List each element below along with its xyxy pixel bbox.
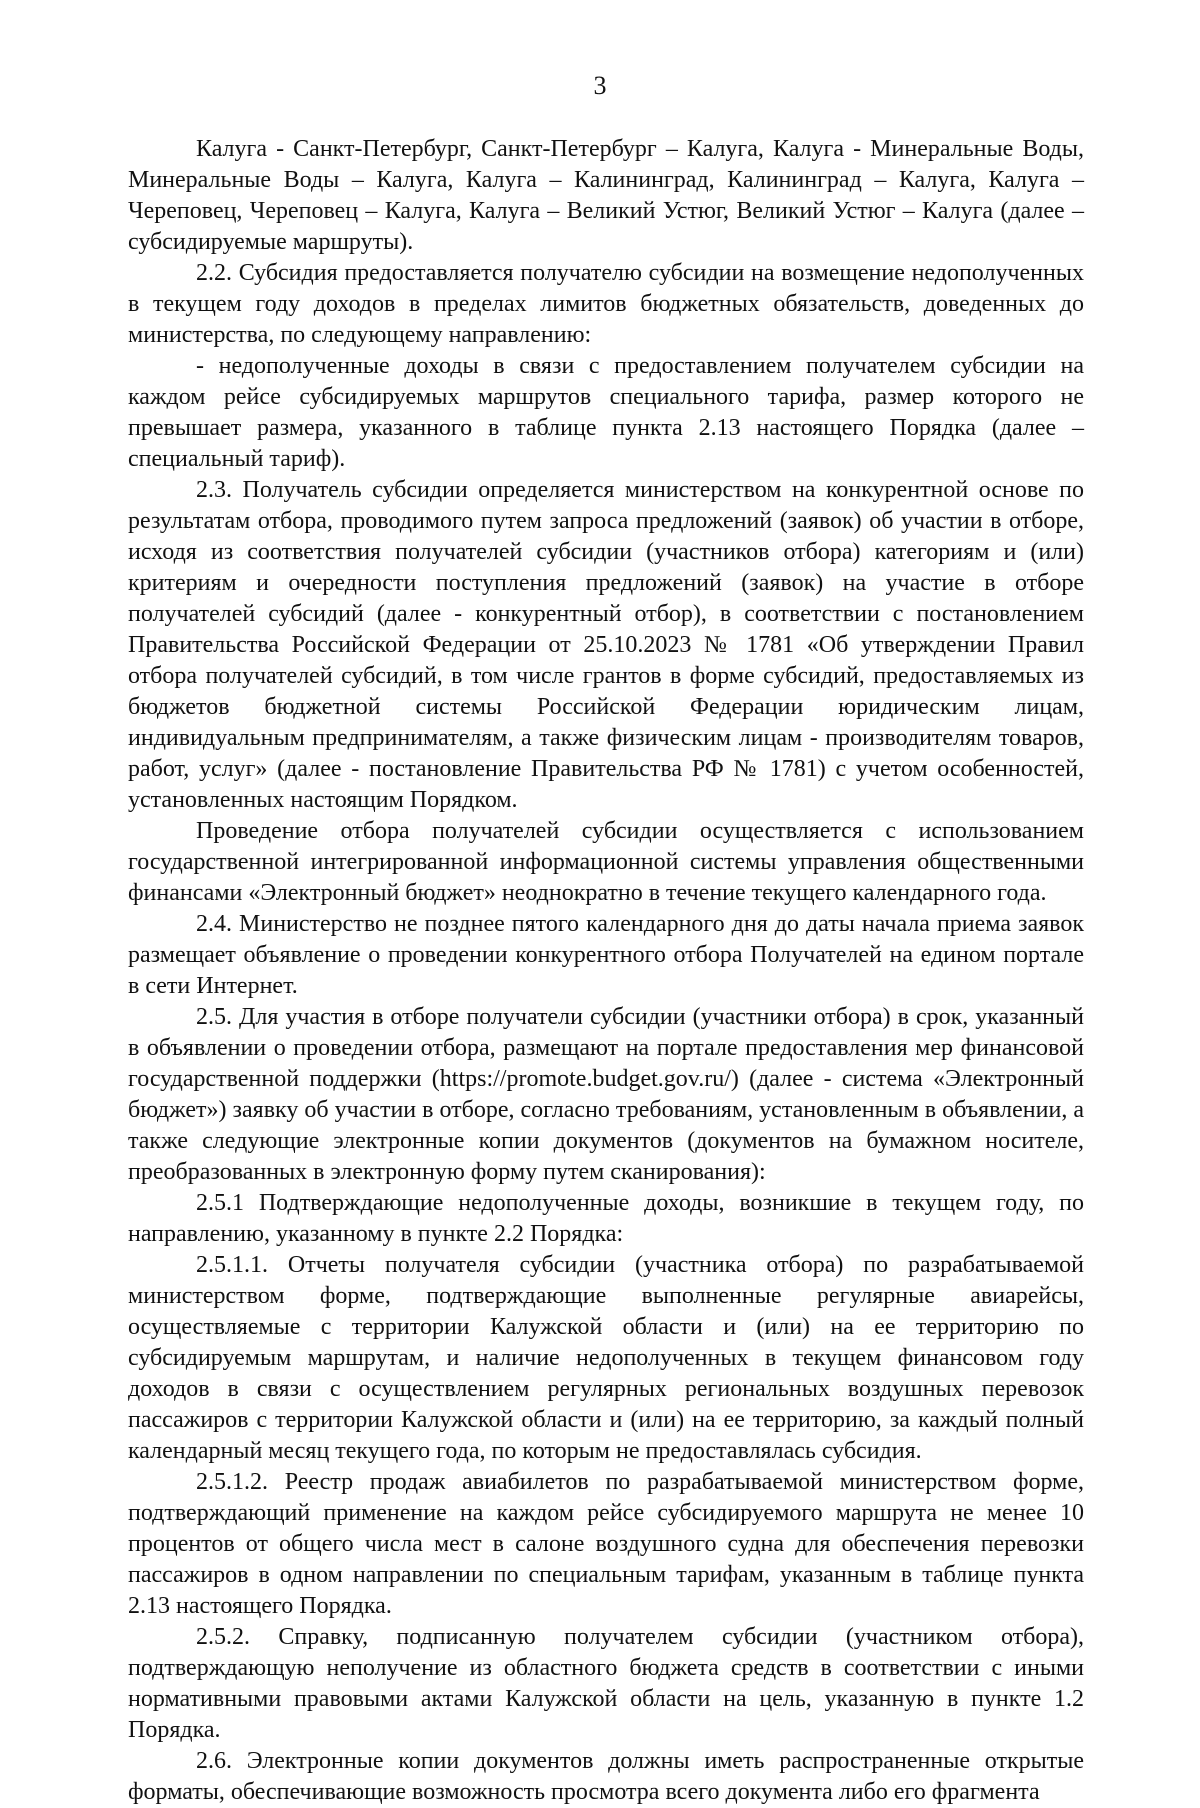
paragraph-2-5-2: 2.5.2. Справку, подписанную получателем субсидии (участником отбора), подтверждающую неполучение из областного бюджета средств в соответствии с иными нормативными правовыми актами Калужской области на цель, указанную в пункте 1.2 Порядка. — [128, 1624, 1084, 1743]
paragraph-2-5: 2.5. Для участия в отборе получатели субсидии (участники отбора) в срок, указанный в объявлении о проведении отбора, размещают на портале предоставления мер финансовой государственной поддержки (https://promote.budget.gov.ru/) (далее - система «Электронный бюджет») заявку об участии в отборе, согласно требованиям, установленным в объявлении, а также следующие электронные копии документов (документов на бумажном носителе, преобразованных в электронную форму путем сканирования): — [128, 1004, 1084, 1185]
paragraph-2-5-1-1: 2.5.1.1. Отчеты получателя субсидии (участника отбора) по разрабатываемой министерством форме, подтверждающие выполненные регулярные авиарейсы, осуществляемые с территории Калужской области и (или) на ее территорию по субсидируемым маршрутам, и наличие недополученных в текущем финансовом году доходов в связи с осуществлением регулярных региональных воздушных перевозок пассажиров с территории Калужской области и (или) на ее территорию, за каждый полный календарный месяц текущего года, по которым не предоставлялась субсидия. — [128, 1252, 1084, 1464]
paragraph-2-5-1-2: 2.5.1.2. Реестр продаж авиабилетов по разрабатываемой министерством форме, подтверждающий применение на каждом рейсе субсидируемого маршрута не менее 10 процентов от общего числа мест в салоне воздушного судна для обеспечения перевозки пассажиров в одном направлении по специальным тарифам, указанным в таблице пункта 2.13 настоящего Порядка. — [128, 1469, 1084, 1619]
paragraph-2-3: 2.3. Получатель субсидии определяется министерством на конкурентной основе по результатам отбора, проводимого путем запроса предложений (заявок) об участии в отборе, исходя из соответствия получателей субсидии (участников отбора) категориям и (или) критериям и очередности поступления предложений (заявок) на участие в отборе получателей субсидий (далее - конкурентный отбор), в соответствии с постановлением Правительства Российской Федерации от 25.10.2023 № 1781 «Об утверждении Правил отбора получателей субсидий, в том числе грантов в форме субсидий, предоставляемых из бюджетов бюджетной системы Российской Федерации юридическим лицам, индивидуальным предпринимателям, а также физическим лицам - производителям товаров, работ, услуг» (далее - постановление Правительства РФ № 1781) с учетом особенностей, установленных настоящим Порядком. — [128, 477, 1084, 813]
paragraph-2-2: 2.2. Субсидия предоставляется получателю субсидии на возмещение недополученных в текущем году доходов в пределах лимитов бюджетных обязательств, доведенных до министерства, по следующему направлению: — [128, 260, 1084, 348]
page-number: 3 — [593, 71, 607, 100]
paragraph-2-2-item: - недополученные доходы в связи с предоставлением получателем субсидии на каждом рейсе субсидируемых маршрутов специального тарифа, размер которого не превышает размера, указанного в таблице пункта 2.13 настоящего Порядка (далее – специальный тариф). — [128, 353, 1084, 472]
paragraph-selection-procedure: Проведение отбора получателей субсидии осуществляется с использованием государственной интегрированной информационной системы управления общественными финансами «Электронный бюджет» неоднократно в течение текущего календарного года. — [128, 818, 1084, 906]
document-body — [128, 134, 1084, 1808]
paragraph-2-6: 2.6. Электронные копии документов должны иметь распространенные открытые форматы, обеспечивающие возможность просмотра всего документа либо его фрагмента — [128, 1748, 1084, 1805]
paragraph-2-5-1: 2.5.1 Подтверждающие недополученные доходы, возникшие в текущем году, по направлению, указанному в пункте 2.2 Порядка: — [128, 1190, 1084, 1247]
paragraph-routes-continuation: Калуга - Санкт-Петербург, Санкт-Петербург – Калуга, Калуга - Минеральные Воды, Минеральные Воды – Калуга, Калуга – Калининград, Калининград – Калуга, Калуга – Череповец, Череповец – Калуга, Калуга – Великий Устюг, Великий Устюг – Калуга (далее – субсидируемые маршруты). — [128, 136, 1084, 255]
paragraph-2-4: 2.4. Министерство не позднее пятого календарного дня до даты начала приема заявок размещает объявление о проведении конкурентного отбора Получателей на едином портале в сети Интернет. — [128, 911, 1084, 999]
